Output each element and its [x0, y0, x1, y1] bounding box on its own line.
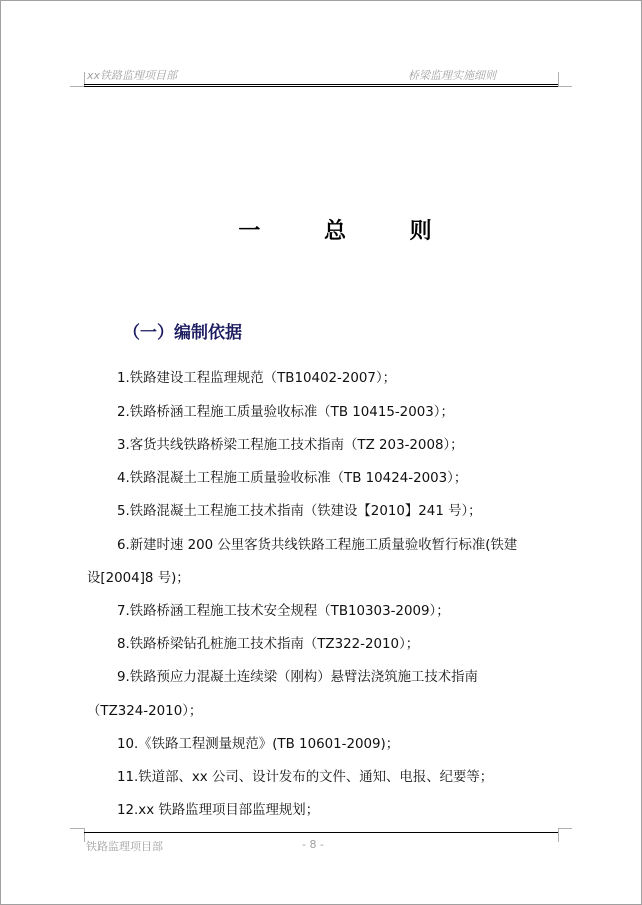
crop-mark [558, 86, 572, 87]
header-rule [84, 86, 558, 87]
crop-mark [558, 828, 572, 829]
list-item: 6.新建时速 200 公里客货共线铁路工程施工质量验收暂行标准(铁建 [117, 538, 518, 553]
list-item: 1.铁路建设工程监理规范（TB10402-2007）； [117, 371, 397, 386]
list-item: 2.铁路桥涵工程施工质量验收标准（TB 10415-2003）； [117, 405, 454, 420]
list-item: 12.xx 铁路监理项目部监理规划； [117, 803, 320, 818]
header-rule [84, 84, 558, 85]
crop-mark [70, 86, 84, 87]
chapter-title: 一 总 则 [238, 218, 460, 244]
list-item: 8.铁路桥梁钻孔桩施工技术指南（TZ322-2010）； [117, 637, 420, 652]
list-item: 10.《铁路工程测量规范》(TB 10601-2009)； [117, 737, 400, 752]
crop-mark [70, 828, 84, 829]
list-item: 3.客货共线铁路桥梁工程施工技术指南（TZ 203-2008）； [117, 438, 464, 453]
list-item-continuation: 设[2004]8 号)； [87, 571, 190, 586]
list-item: 7.铁路桥涵工程施工技术安全规程（TB10303-2009）； [117, 604, 450, 619]
footer-rule [84, 832, 558, 833]
list-item: 5.铁路混凝土工程施工技术指南（铁建设【2010】241 号）； [117, 504, 482, 519]
page-number: - 8 - [302, 838, 324, 851]
crop-mark [558, 828, 559, 842]
crop-mark [84, 828, 85, 842]
list-item: 11.铁道部、xx 公司、设计发布的文件、通知、电报、纪要等； [117, 770, 494, 785]
list-item: 9.铁路预应力混凝土连续梁（刚构）悬臂法浇筑施工技术指南 [117, 670, 478, 685]
crop-mark [558, 72, 559, 86]
list-item-continuation: （TZ324-2010）； [87, 704, 203, 719]
header-right: 桥梁监理实施细则 [408, 69, 496, 82]
header-left: xx铁路监理项目部 [87, 69, 178, 82]
list-item: 4.铁路混凝土工程施工质量验收标准（TB 10424-2003）； [117, 471, 468, 486]
section-heading: （一）编制依据 [123, 323, 242, 343]
footer-left: 铁路监理项目部 [86, 840, 163, 853]
